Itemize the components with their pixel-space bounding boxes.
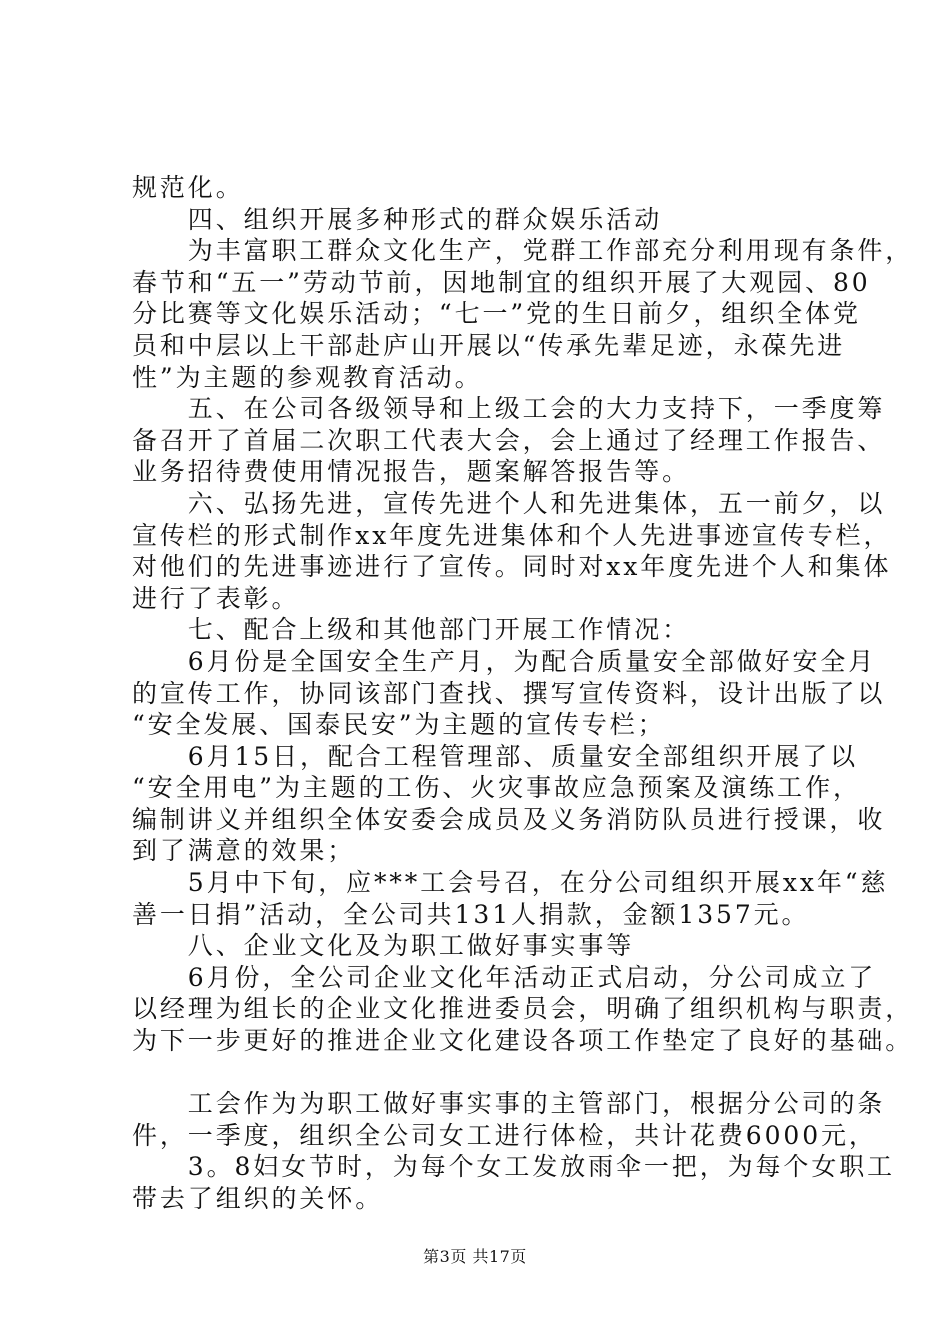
text-line: 性”为主题的参观教育活动。: [132, 362, 483, 392]
text-line: “安全用电”为主题的工伤、火灾事故应急预案及演练工作，: [132, 773, 861, 803]
section-heading-4: 四、组织开展多种形式的群众娱乐活动: [132, 204, 663, 234]
section-heading-8: 八、企业文化及为职工做好事实事等: [132, 931, 635, 961]
text-line: 工会作为为职工做好事实事的主管部门，根据分公司的条: [132, 1089, 886, 1119]
text-line: 春节和“五一”劳动节前，因地制宜的组织开展了大观园、80: [132, 267, 871, 297]
text-line: 到了满意的效果；: [132, 836, 356, 866]
text-line: 的宣传工作，协同该部门查找、撰写宣传资料，设计出版了以: [132, 678, 886, 708]
text-line: 备召开了首届二次职工代表大会，会上通过了经理工作报告、: [132, 425, 886, 455]
section-heading-6: 六、弘扬先进，宣传先进个人和先进集体，五一前夕，以: [132, 488, 886, 518]
text-line: 以经理为组长的企业文化推进委员会，明确了组织机构与职责，: [132, 994, 914, 1024]
text-line: 善一日捐”活动，全公司共131人捐款，金额1357元。: [132, 899, 810, 929]
text-line: 3。8妇女节时，为每个女工发放雨伞一把，为每个女职工: [132, 1152, 896, 1182]
section-heading-5: 五、在公司各级领导和上级工会的大力支持下，一季度筹: [132, 394, 886, 424]
text-line: 分比赛等文化娱乐活动；“七一”党的生日前夕，组织全体党: [132, 299, 861, 329]
paragraph-gap: [132, 1057, 852, 1089]
document-body: [132, 172, 914, 1215]
text-line: 业务招待费使用情况报告，题案解答报告等。: [132, 457, 691, 487]
text-line: 6月份是全国安全生产月，为配合质量安全部做好安全月: [132, 646, 877, 676]
text-line: “安全发展、国泰民安”为主题的宣传专栏；: [132, 710, 666, 740]
text-line: 为丰富职工群众文化生产，党群工作部充分利用现有条件，: [132, 236, 914, 266]
text-line: 编制讲义并组织全体安委会成员及义务消防队员进行授课，收: [132, 804, 886, 834]
text-line: 6月份，全公司企业文化年活动正式启动，分公司成立了: [132, 962, 877, 992]
page-number-label: 第3页 共17页: [423, 1247, 527, 1266]
text-line: 规范化。: [132, 173, 244, 202]
text-line: 带去了组织的关怀。: [132, 1184, 384, 1213]
text-line: 对他们的先进事迹进行了宣传。同时对xx年度先进个人和集体: [132, 552, 892, 582]
text-line: 5月中下旬，应***工会号召，在分公司组织开展xx年“慈: [132, 868, 889, 898]
text-line: 进行了表彰。: [132, 583, 300, 613]
text-line: 件，一季度，组织全公司女工进行体检，共计花费6000元，: [132, 1120, 877, 1150]
text-line: 为下一步更好的推进企业文化建设各项工作垫定了良好的基础。: [132, 1026, 914, 1056]
text-line: 员和中层以上干部赴庐山开展以“传承先辈足迹，永葆先进: [132, 330, 846, 360]
section-heading-7: 七、配合上级和其他部门开展工作情况：: [132, 615, 691, 645]
text-line: 宣传栏的形式制作xx年度先进集体和个人先进事迹宣传专栏，: [132, 520, 892, 550]
page-footer: [0, 1244, 950, 1267]
text-line: 6月15日，配合工程管理部、质量安全部组织开展了以: [132, 741, 859, 771]
